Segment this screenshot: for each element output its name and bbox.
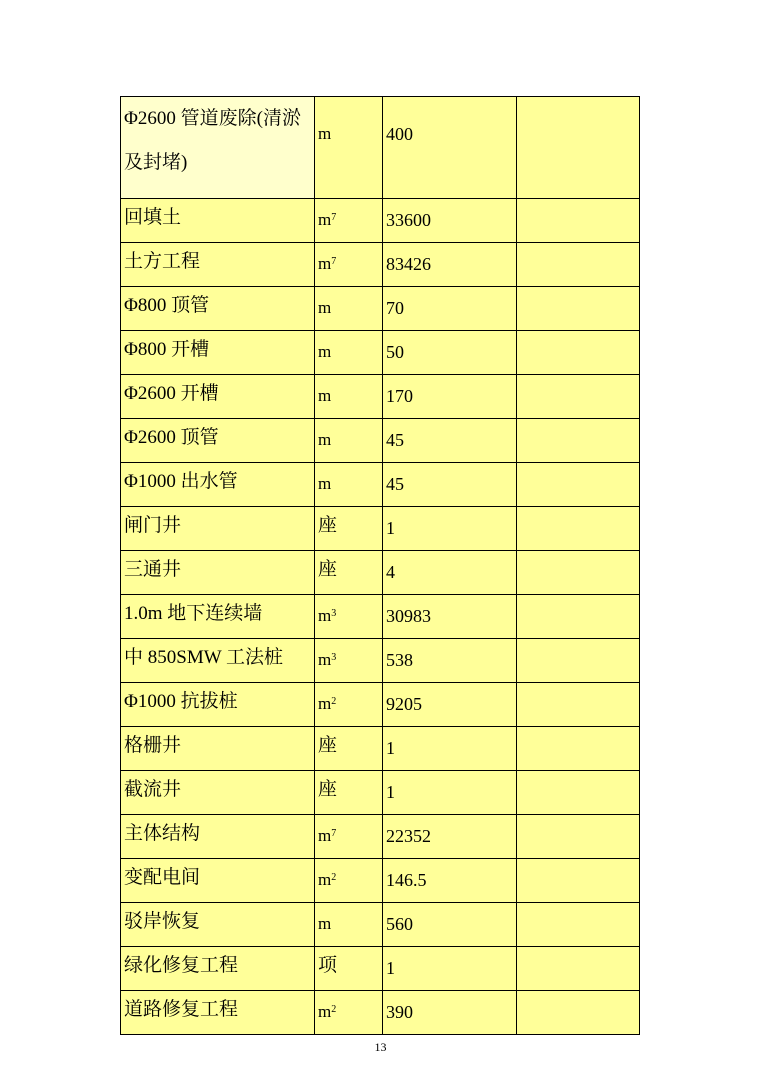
quantity-table-container: [120, 96, 639, 1035]
unit-cell: [315, 771, 383, 815]
note-cell: [517, 815, 640, 859]
unit-label: m: [318, 826, 332, 845]
note-cell: [517, 331, 640, 375]
table-row: [121, 903, 640, 947]
item-name-cell: 回填土: [121, 199, 315, 243]
item-name-cell: 格栅井: [121, 727, 315, 771]
note-cell: [517, 287, 640, 331]
unit-cell: [315, 639, 383, 683]
unit-label: m: [318, 210, 332, 229]
item-name-cell: 三通井: [121, 551, 315, 595]
item-name-cell: 道路修复工程: [121, 991, 315, 1035]
unit-cell: [315, 903, 383, 947]
note-cell: [517, 463, 640, 507]
unit-cell: [315, 859, 383, 903]
unit-cell: [315, 243, 383, 287]
quantity-cell: 170: [383, 375, 517, 419]
table-row: [121, 771, 640, 815]
quantity-cell: 1: [383, 727, 517, 771]
item-name-cell: Φ800 开槽: [121, 331, 315, 375]
unit-superscript: 2: [331, 1004, 337, 1015]
table-row: [121, 419, 640, 463]
unit-cell: [315, 815, 383, 859]
note-cell: [517, 727, 640, 771]
unit-label: m: [318, 694, 332, 713]
unit-label: 座: [318, 559, 338, 580]
table-row: [121, 947, 640, 991]
quantity-cell: 1: [383, 771, 517, 815]
unit-label: m: [318, 430, 332, 449]
unit-label: m: [318, 914, 332, 933]
table-row: [121, 595, 640, 639]
table-row: [121, 683, 640, 727]
item-name-cell: 闸门井: [121, 507, 315, 551]
unit-cell: [315, 463, 383, 507]
table-row: [121, 463, 640, 507]
note-cell: [517, 551, 640, 595]
unit-superscript: 7: [331, 256, 337, 267]
unit-cell: [315, 331, 383, 375]
unit-cell: [315, 551, 383, 595]
table-row: [121, 375, 640, 419]
note-cell: [517, 859, 640, 903]
unit-label: m: [318, 298, 332, 317]
unit-cell: [315, 507, 383, 551]
quantity-cell: 400: [383, 97, 517, 199]
quantity-cell: 4: [383, 551, 517, 595]
unit-superscript: 3: [331, 608, 337, 619]
table-row: [121, 507, 640, 551]
note-cell: [517, 903, 640, 947]
note-cell: [517, 683, 640, 727]
item-name-cell: 1.0m 地下连续墙: [121, 595, 315, 639]
unit-label: m: [318, 254, 332, 273]
unit-cell: [315, 199, 383, 243]
note-cell: [517, 771, 640, 815]
quantity-cell: 146.5: [383, 859, 517, 903]
note-cell: [517, 947, 640, 991]
item-name-cell: 截流井: [121, 771, 315, 815]
unit-superscript: 7: [331, 212, 337, 223]
unit-superscript: 2: [331, 696, 337, 707]
note-cell: [517, 199, 640, 243]
table-row: [121, 331, 640, 375]
unit-label: m: [318, 650, 332, 669]
quantity-cell: 22352: [383, 815, 517, 859]
item-name-cell: 土方工程: [121, 243, 315, 287]
quantity-cell: 538: [383, 639, 517, 683]
unit-cell: [315, 991, 383, 1035]
quantity-cell: 390: [383, 991, 517, 1035]
unit-cell: [315, 683, 383, 727]
unit-cell: [315, 727, 383, 771]
item-name-cell: Φ800 顶管: [121, 287, 315, 331]
quantity-cell: 9205: [383, 683, 517, 727]
unit-cell: [315, 419, 383, 463]
item-name-cell: 主体结构: [121, 815, 315, 859]
item-name-cell: 中 850SMW 工法桩: [121, 639, 315, 683]
quantity-cell: 1: [383, 507, 517, 551]
note-cell: [517, 991, 640, 1035]
note-cell: [517, 639, 640, 683]
unit-label: m: [318, 1002, 332, 1021]
quantity-cell: 30983: [383, 595, 517, 639]
note-cell: [517, 507, 640, 551]
unit-label: m: [318, 606, 332, 625]
quantity-cell: 45: [383, 463, 517, 507]
item-name-cell: 变配电间: [121, 859, 315, 903]
quantity-table-body: [121, 97, 640, 1035]
quantity-cell: 83426: [383, 243, 517, 287]
item-name-cell: Φ2600 顶管: [121, 419, 315, 463]
unit-label: m: [318, 870, 332, 889]
unit-label: m: [318, 124, 332, 143]
table-row: [121, 287, 640, 331]
table-row: [121, 991, 640, 1035]
unit-label: 座: [318, 779, 338, 800]
item-name-cell: Φ1000 抗拔桩: [121, 683, 315, 727]
unit-label: 座: [318, 515, 338, 536]
unit-label: m: [318, 474, 332, 493]
unit-superscript: 2: [331, 872, 337, 883]
note-cell: [517, 419, 640, 463]
quantity-cell: 1: [383, 947, 517, 991]
item-name-cell: Φ2600 开槽: [121, 375, 315, 419]
unit-cell: [315, 595, 383, 639]
table-row: [121, 551, 640, 595]
quantity-cell: 50: [383, 331, 517, 375]
table-row: [121, 97, 640, 199]
table-row: [121, 639, 640, 683]
unit-label: 项: [318, 955, 338, 976]
note-cell: [517, 595, 640, 639]
table-row: [121, 859, 640, 903]
item-name-cell: 驳岸恢复: [121, 903, 315, 947]
quantity-cell: 45: [383, 419, 517, 463]
unit-cell: [315, 97, 383, 199]
quantity-cell: 70: [383, 287, 517, 331]
table-row: [121, 199, 640, 243]
item-name-cell: Φ1000 出水管: [121, 463, 315, 507]
quantity-table: [120, 96, 640, 1035]
unit-label: m: [318, 342, 332, 361]
page-number: 13: [374, 1040, 387, 1054]
note-cell: [517, 375, 640, 419]
note-cell: [517, 243, 640, 287]
unit-superscript: 3: [331, 652, 337, 663]
quantity-cell: 33600: [383, 199, 517, 243]
unit-cell: [315, 947, 383, 991]
quantity-cell: 560: [383, 903, 517, 947]
item-name-cell: 绿化修复工程: [121, 947, 315, 991]
item-name-cell: Φ2600 管道废除(清淤及封堵): [121, 97, 315, 199]
table-row: [121, 243, 640, 287]
unit-cell: [315, 287, 383, 331]
unit-cell: [315, 375, 383, 419]
unit-label: m: [318, 386, 332, 405]
note-cell: [517, 97, 640, 199]
table-row: [121, 727, 640, 771]
table-row: [121, 815, 640, 859]
unit-superscript: 7: [331, 828, 337, 839]
unit-label: 座: [318, 735, 338, 756]
